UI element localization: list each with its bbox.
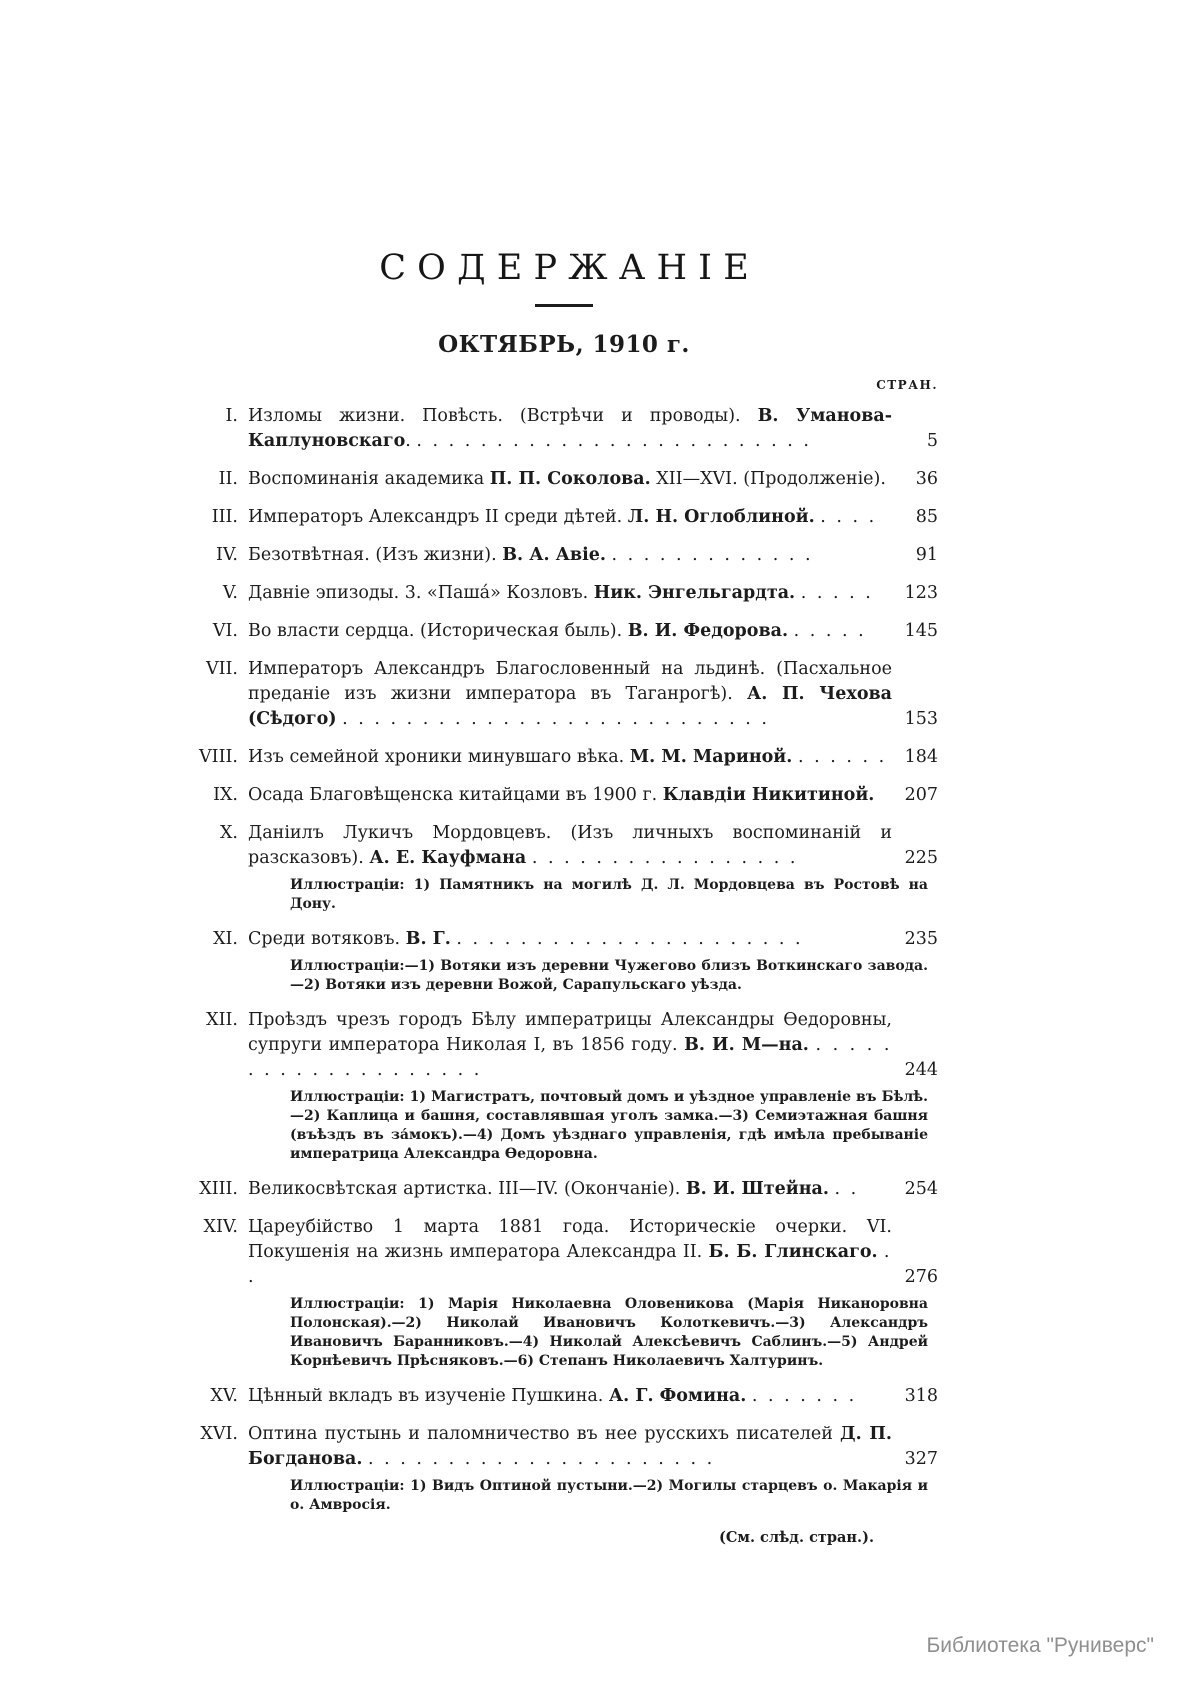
entry-title-text: Императоръ Александръ Благословенный на льдинѣ. (Пасхальное преданіе изъ жизни императора въ Таганрогѣ). bbox=[248, 659, 892, 704]
library-watermark: Библиотека "Руниверс" bbox=[926, 1634, 1154, 1657]
entry-numeral: XVI. bbox=[200, 1424, 238, 1444]
author-name: А. Е. Кауфмана bbox=[369, 848, 527, 868]
toc-entry bbox=[190, 1384, 938, 1409]
toc-content bbox=[190, 248, 938, 1546]
author-name: Ник. Энгельгардта. bbox=[593, 583, 796, 603]
toc-entries bbox=[190, 404, 938, 1515]
entry-title-text: Изъ семейной хроники минувшаго вѣка. bbox=[248, 747, 630, 767]
entry-numeral: II. bbox=[218, 469, 238, 489]
entry-title-text: Цѣнный вкладъ въ изученіе Пушкина. bbox=[248, 1386, 609, 1406]
continuation-note: (См. слѣд. стран.). bbox=[718, 1529, 874, 1546]
entry-page-number: 36 bbox=[915, 469, 938, 489]
dot-leader: . . . . . . . . . . . . . . . . . . . . . . . . . bbox=[416, 431, 812, 451]
toc-entry bbox=[190, 821, 938, 914]
entry-row bbox=[190, 1008, 938, 1083]
dot-leader: . . bbox=[248, 1242, 892, 1287]
author-name: П. П. Соколова. bbox=[489, 469, 651, 489]
toc-entry bbox=[190, 1215, 938, 1371]
entry-text bbox=[248, 467, 892, 492]
author-name: М. М. Мариной. bbox=[629, 747, 793, 767]
toc-entry bbox=[190, 783, 938, 808]
entry-page-number: 276 bbox=[904, 1267, 938, 1287]
dot-leader: . . bbox=[834, 1179, 859, 1199]
entry-title-text: Воспоминанія академика bbox=[248, 469, 490, 489]
illustrations-note: Иллюстраціи: 1) Магистратъ, почтовый домъ и уѣздное управленіе въ Бѣлѣ.—2) Каплица и башня, составлявшая уголъ замка.—3) Семиэтажная башня (въѣздъ въ за́мокъ).—4) Домъ уѣзднаго управленія, гдѣ имѣла пребываніе императрица Александра Ѳедоровна. bbox=[290, 1089, 928, 1162]
entry-text bbox=[248, 783, 892, 808]
entry-page-number: 85 bbox=[915, 507, 938, 527]
entry-page-number: 123 bbox=[904, 583, 938, 603]
dot-leader: . . . . . . . bbox=[751, 1386, 857, 1406]
entry-page-number: 5 bbox=[926, 431, 938, 451]
entry-text bbox=[248, 1008, 892, 1083]
entry-row bbox=[190, 404, 938, 454]
entry-numeral: IV. bbox=[215, 545, 238, 565]
entry-row bbox=[190, 505, 938, 530]
illustrations-note: Иллюстраціи: 1) Марія Николаевна Оловеникова (Марія Никаноровна Полонская).—2) Николай Ивановичъ Колоткевичъ.—3) Александръ Ивановичъ Баранниковъ.—4) Николай Алексѣевичъ Саблинъ.—5) Андрей Корнѣевичъ Прѣсняковъ.—6) Степанъ Николаевичъ Халтуринъ. bbox=[290, 1296, 928, 1369]
toc-entry bbox=[190, 1177, 938, 1202]
dot-leader: . . . . . bbox=[793, 621, 867, 641]
toc-entry bbox=[190, 543, 938, 568]
entry-title-text: Давніе эпизоды. 3. «Паша́» Козловъ. bbox=[248, 583, 594, 603]
entry-text bbox=[248, 745, 892, 770]
entry-text bbox=[248, 619, 892, 644]
entry-numeral: VI. bbox=[212, 621, 238, 641]
entry-numeral: IX. bbox=[213, 785, 238, 805]
illustrations-note: Иллюстраціи: 1) Памятникъ на могилѣ Д. Л. Мордовцева въ Ростовѣ на Дону. bbox=[290, 877, 928, 912]
author-name: В. И. Федорова. bbox=[627, 621, 789, 641]
author-name: Л. Н. Оглоблиной. bbox=[627, 507, 815, 527]
author-name: А. Г. Фомина. bbox=[608, 1386, 747, 1406]
entry-page-number: 327 bbox=[904, 1449, 938, 1469]
entry-text bbox=[248, 543, 892, 568]
entry-page-number: 254 bbox=[904, 1179, 938, 1199]
author-name: Д. П. Богданова. bbox=[248, 1424, 892, 1469]
entry-row bbox=[190, 657, 938, 732]
entry-page-number: 244 bbox=[904, 1060, 938, 1080]
page-column-header: СТРАН. bbox=[876, 378, 938, 392]
entry-title-text: Оптина пустынь и паломничество въ нее русскихъ писателей bbox=[248, 1424, 841, 1444]
entry-text bbox=[248, 1215, 892, 1290]
entry-numeral: III. bbox=[211, 507, 238, 527]
entry-page-number: 184 bbox=[904, 747, 938, 767]
entry-numeral: X. bbox=[219, 823, 238, 843]
dot-leader: . . . . . . . . . . . . . . . . . bbox=[531, 848, 798, 868]
entry-text bbox=[248, 581, 892, 606]
entry-title-text: Осада Благовѣщенска китайцами въ 1900 г. bbox=[248, 785, 663, 805]
entry-text bbox=[248, 404, 892, 454]
author-name: Б. Б. Глинскаго. bbox=[708, 1242, 878, 1262]
author-name: Клавдіи Никитиной. bbox=[662, 785, 875, 805]
entry-numeral: I. bbox=[225, 406, 238, 426]
entry-row bbox=[190, 581, 938, 606]
entry-title-text: Великосвѣтская артистка. III—IV. (Окончаніе). bbox=[248, 1179, 686, 1199]
entry-numeral: V. bbox=[222, 583, 238, 603]
toc-entry bbox=[190, 581, 938, 606]
entry-title-text: Проѣздъ чрезъ городъ Бѣлу императрицы Александры Ѳедоровны, супруги императора Николая I, въ 1856 году. bbox=[248, 1010, 892, 1055]
toc-entry bbox=[190, 505, 938, 530]
entry-page-number: 318 bbox=[904, 1386, 938, 1406]
entry-text bbox=[248, 505, 892, 530]
entry-numeral: VII. bbox=[205, 659, 238, 679]
entry-numeral: XIV. bbox=[203, 1217, 238, 1237]
toc-entry bbox=[190, 404, 938, 454]
entry-row bbox=[190, 1215, 938, 1290]
issue-subtitle: ОКТЯБРЬ, 1910 г. bbox=[438, 331, 690, 358]
entry-row bbox=[190, 745, 938, 770]
page-title: СОДЕРЖАНІЕ bbox=[379, 248, 760, 288]
author-name: А. П. Чехова (Сѣдого) bbox=[248, 684, 892, 729]
illustrations-note: Иллюстраціи:—1) Вотяки изъ деревни Чужегово близъ Воткинскаго завода.—2) Вотяки изъ деревни Вожой, Сарапульскаго уѣзда. bbox=[290, 958, 928, 993]
dot-leader: . . . . . . . . . . . . . bbox=[611, 545, 814, 565]
entry-page-number: 207 bbox=[904, 785, 938, 805]
entry-row bbox=[190, 927, 938, 952]
entry-title-text: XII—XVI. (Продолженіе). bbox=[650, 469, 886, 489]
author-name: В. И. Штейна. bbox=[685, 1179, 829, 1199]
toc-entry bbox=[190, 927, 938, 995]
illustrations-note: Иллюстраціи: 1) Видъ Оптиной пустыни.—2) Могилы старцевъ о. Макарія и о. Амвросія. bbox=[290, 1478, 928, 1513]
entry-title-text: Безотвѣтная. (Изъ жизни). bbox=[248, 545, 503, 565]
entry-title-text: Цареубійство 1 марта 1881 года. Историческіе очерки. VI. Покушенія на жизнь императора Александра II. bbox=[248, 1217, 892, 1262]
entry-text bbox=[248, 927, 892, 952]
entry-numeral: XI. bbox=[213, 929, 238, 949]
author-name: В. А. Авіе. bbox=[502, 545, 606, 565]
entry-title-text: Даніилъ Лукичъ Мордовцевъ. (Изъ личныхъ воспоминаній и разсказовъ). bbox=[248, 823, 892, 868]
entry-page-number: 153 bbox=[904, 709, 938, 729]
entry-row bbox=[190, 619, 938, 644]
entry-text bbox=[248, 1177, 892, 1202]
entry-numeral: XII. bbox=[206, 1010, 238, 1030]
toc-entry bbox=[190, 1008, 938, 1164]
entry-page-number: 235 bbox=[904, 929, 938, 949]
entry-title-text: Императоръ Александръ II среди дѣтей. bbox=[248, 507, 628, 527]
entry-title-text: Среди вотяковъ. bbox=[248, 929, 406, 949]
entry-page-number: 145 bbox=[904, 621, 938, 641]
author-name: В. Г. bbox=[405, 929, 451, 949]
entry-title-text: . bbox=[405, 431, 417, 451]
entry-numeral: VIII. bbox=[199, 747, 238, 767]
toc-entry bbox=[190, 619, 938, 644]
toc-entry bbox=[190, 745, 938, 770]
entry-numeral: XIII. bbox=[199, 1179, 238, 1199]
dot-leader: . . . . . . . . . . . . . . . . . . . . bbox=[248, 1035, 892, 1080]
entry-page-number: 225 bbox=[904, 848, 938, 868]
entry-text bbox=[248, 657, 892, 732]
entry-row bbox=[190, 1177, 938, 1202]
title-divider bbox=[535, 304, 593, 307]
entry-text bbox=[248, 1384, 892, 1409]
toc-entry bbox=[190, 657, 938, 732]
entry-title-text: Во власти сердца. (Историческая быль). bbox=[248, 621, 628, 641]
entry-numeral: XV. bbox=[210, 1386, 238, 1406]
entry-text bbox=[248, 1422, 892, 1472]
entry-row bbox=[190, 467, 938, 492]
dot-leader: . . . . . . . . . . . . . . . . . . . . . . bbox=[368, 1449, 715, 1469]
entry-row bbox=[190, 1422, 938, 1472]
dot-leader: . . . . . . bbox=[797, 747, 887, 767]
author-name: В. И. М—на. bbox=[684, 1035, 809, 1055]
entry-row bbox=[190, 1384, 938, 1409]
dot-leader: . . . . . . . . . . . . . . . . . . . . . . . . . . . bbox=[342, 709, 770, 729]
entry-page-number: 91 bbox=[915, 545, 938, 565]
entry-title-text: Изломы жизни. Повѣсть. (Встрѣчи и проводы). bbox=[248, 406, 758, 426]
dot-leader: . . . . . bbox=[800, 583, 874, 603]
entry-row bbox=[190, 783, 938, 808]
toc-entry bbox=[190, 1422, 938, 1515]
entry-text bbox=[248, 821, 892, 871]
author-name: В. Уманова-Каплуновскаго bbox=[248, 406, 892, 451]
entry-row bbox=[190, 543, 938, 568]
toc-entry bbox=[190, 467, 938, 492]
dot-leader: . . . . . . . . . . . . . . . . . . . . . . bbox=[456, 929, 804, 949]
dot-leader: . . . . bbox=[820, 507, 877, 527]
entry-row bbox=[190, 821, 938, 871]
